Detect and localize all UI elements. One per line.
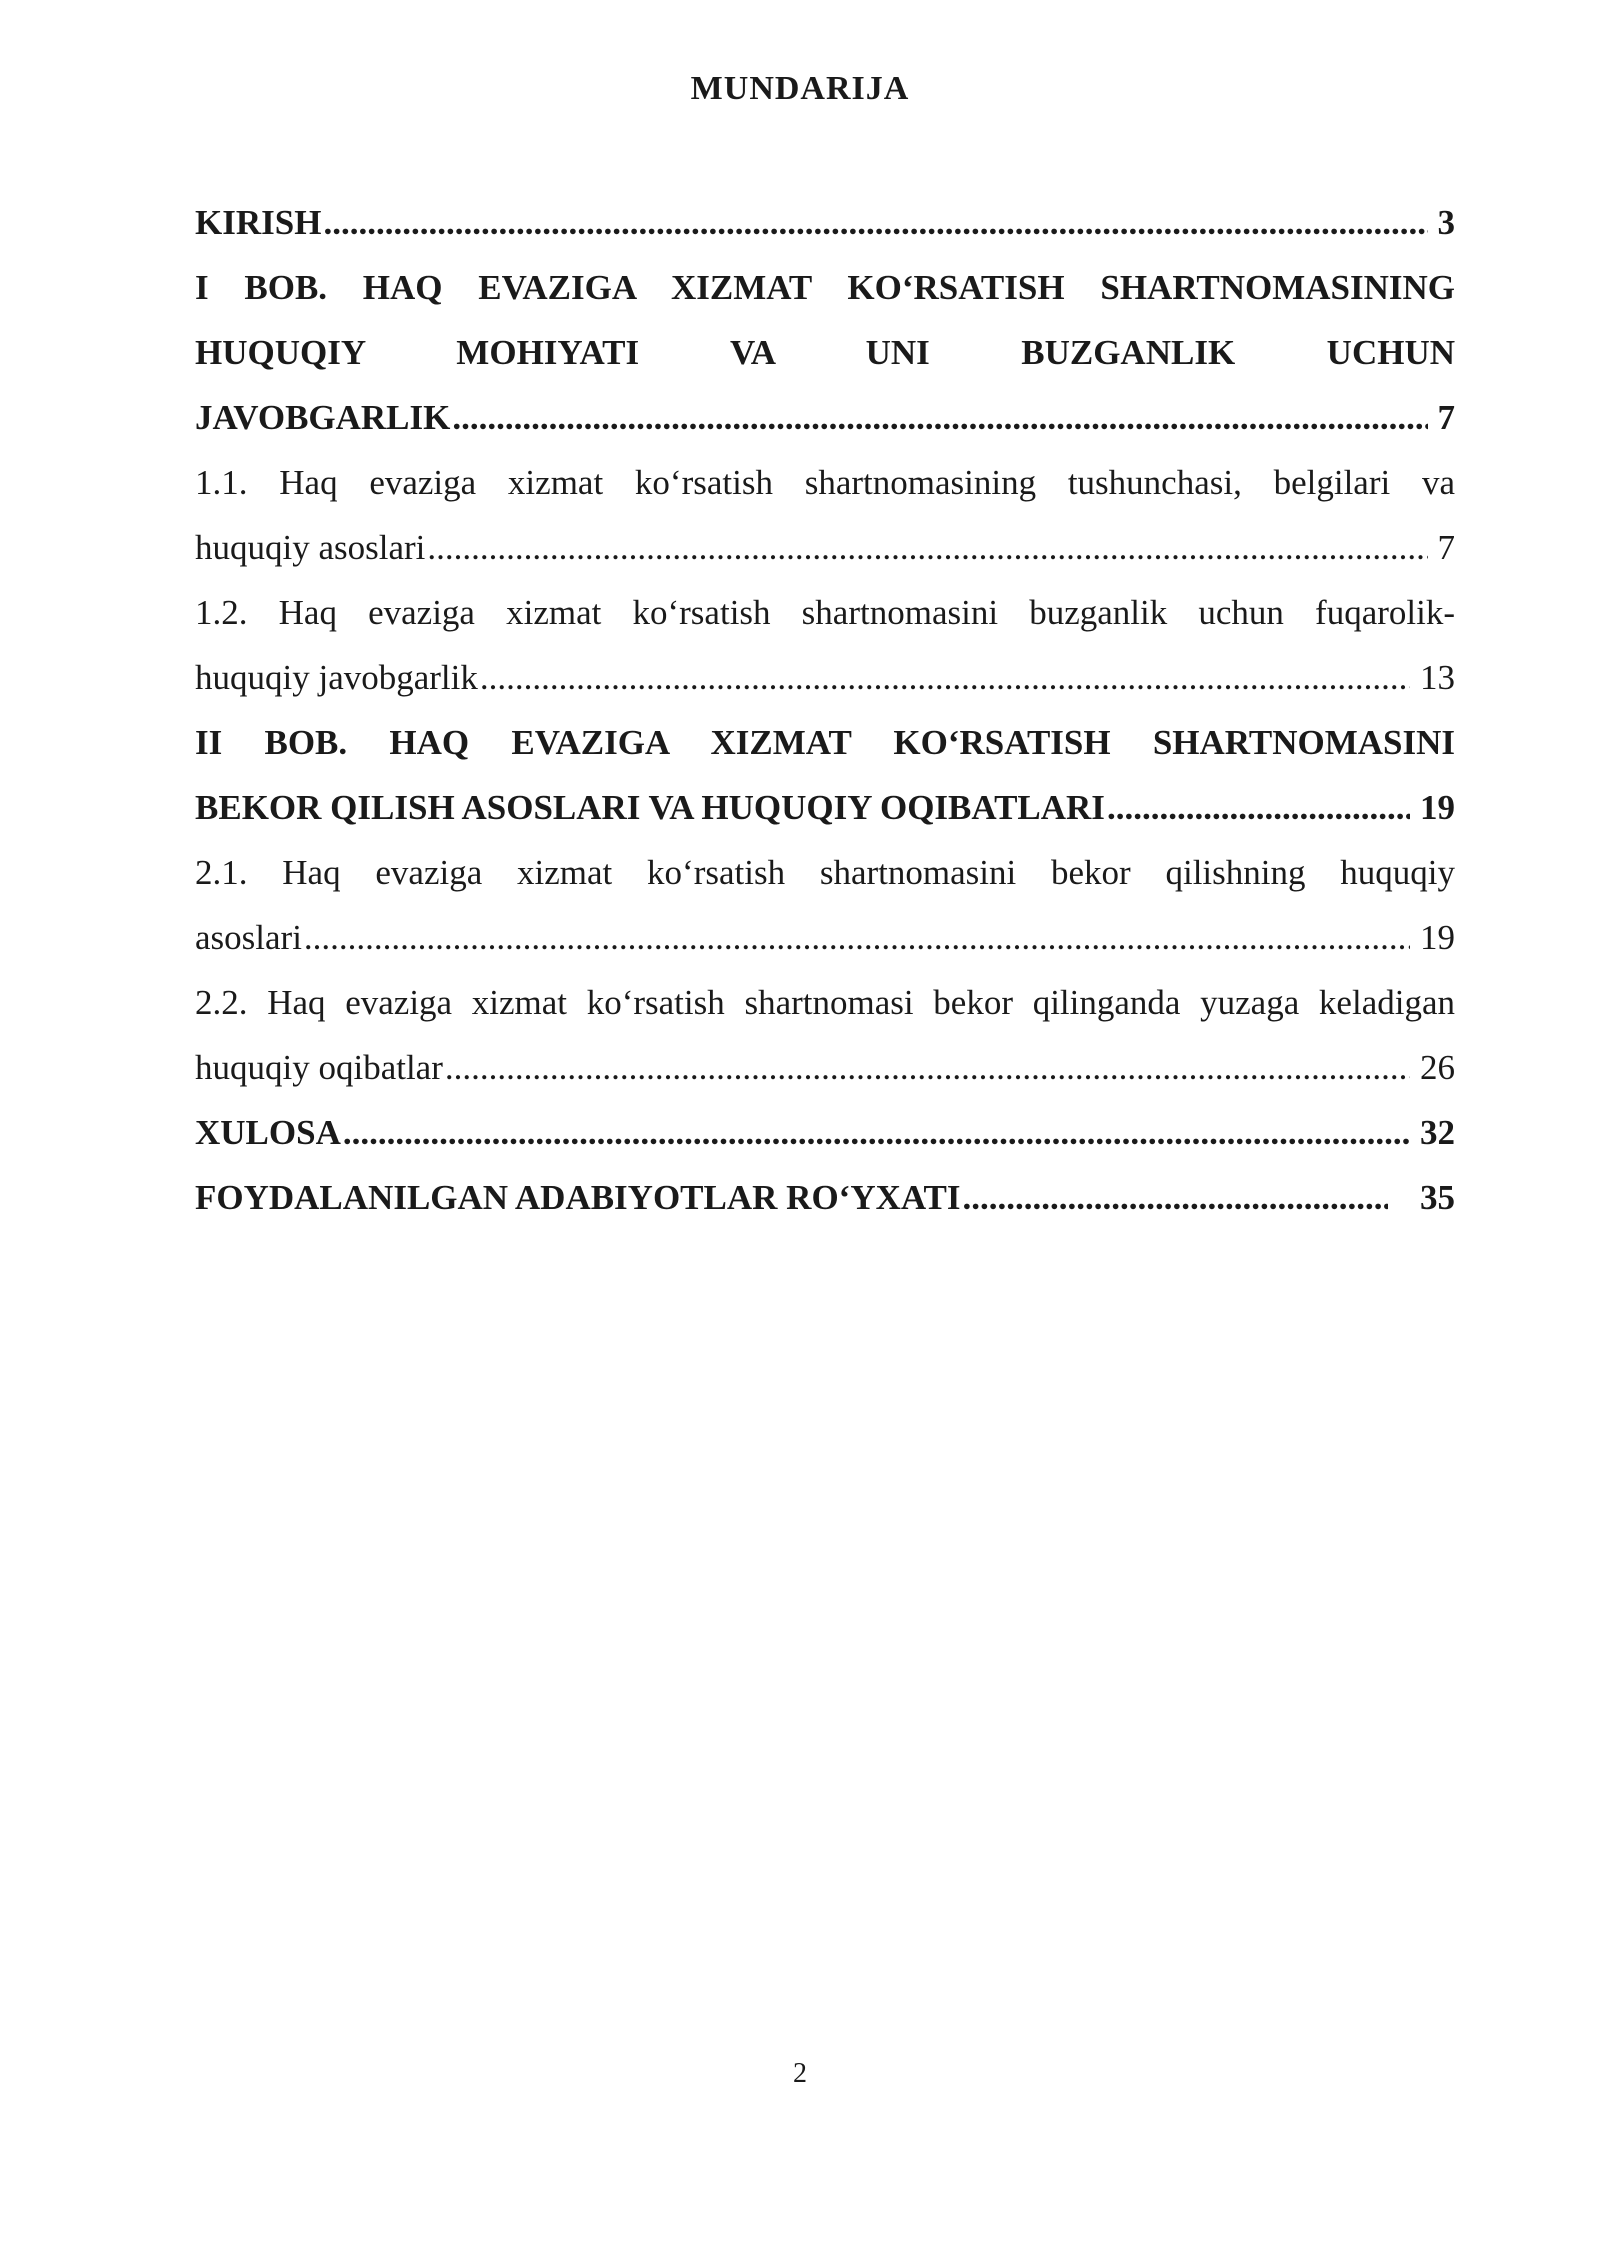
toc-entry-text: huquqiy oqibatlar bbox=[195, 1048, 443, 1087]
toc-line: 1.2. Haq evaziga xizmat ko‘rsatish shartnomasini buzganlik uchun fuqarolik- bbox=[195, 593, 1455, 632]
toc-line bbox=[195, 905, 1455, 970]
toc-entry-text: FOYDALANILGAN ADABIYOTLAR RO‘YXATI bbox=[195, 1178, 961, 1217]
toc-entry-section-2-2[interactable] bbox=[195, 970, 1455, 1100]
toc-line bbox=[195, 775, 1455, 840]
toc-page-number: 26 bbox=[1420, 1048, 1455, 1087]
dot-leader bbox=[963, 1165, 1388, 1230]
toc-line: II BOB. HAQ EVAZIGA XIZMAT KO‘RSATISH SHARTNOMASINI bbox=[195, 723, 1455, 762]
table-of-contents bbox=[195, 190, 1455, 1230]
toc-entry-text: KIRISH bbox=[195, 203, 322, 242]
toc-page-number: 7 bbox=[1437, 398, 1455, 437]
toc-line bbox=[195, 1165, 1455, 1230]
toc-entry-text: huquqiy asoslari bbox=[195, 528, 426, 567]
toc-entry-text: huquqiy javobgarlik bbox=[195, 658, 478, 697]
toc-entry-bob-2[interactable] bbox=[195, 710, 1455, 840]
toc-line: HUQUQIY MOHIYATI VA UNI BUZGANLIK UCHUN bbox=[195, 333, 1455, 372]
toc-entry-section-1-2[interactable] bbox=[195, 580, 1455, 710]
dot-leader bbox=[343, 1100, 1410, 1165]
dot-leader bbox=[480, 645, 1410, 710]
toc-page-number: 3 bbox=[1437, 203, 1455, 242]
toc-line: 2.2. Haq evaziga xizmat ko‘rsatish shartnomasi bekor qilinganda yuzaga keladigan bbox=[195, 983, 1455, 1022]
dot-leader bbox=[445, 1035, 1410, 1100]
toc-page-number: 19 bbox=[1420, 918, 1455, 957]
toc-line: I BOB. HAQ EVAZIGA XIZMAT KO‘RSATISH SHARTNOMASINING bbox=[195, 268, 1455, 307]
toc-entry-text: asoslari bbox=[195, 918, 302, 957]
dot-leader bbox=[427, 515, 1427, 580]
toc-line: 1.1. Haq evaziga xizmat ko‘rsatish shartnomasining tushunchasi, belgilari va bbox=[195, 463, 1455, 502]
dot-leader bbox=[323, 190, 1427, 255]
toc-entry-text: BEKOR QILISH ASOSLARI VA HUQUQIY OQIBATLARI bbox=[195, 788, 1105, 827]
toc-page-number: 13 bbox=[1420, 658, 1455, 697]
dot-leader bbox=[452, 385, 1427, 450]
toc-line bbox=[195, 1100, 1455, 1165]
toc-entry-section-2-1[interactable] bbox=[195, 840, 1455, 970]
toc-line bbox=[195, 1035, 1455, 1100]
toc-line: 2.1. Haq evaziga xizmat ko‘rsatish shartnomasini bekor qilishning huquqiy bbox=[195, 853, 1455, 892]
toc-page-number: 7 bbox=[1437, 528, 1455, 567]
toc-entry-kirish[interactable] bbox=[195, 190, 1455, 255]
page-number: 2 bbox=[793, 2058, 807, 2089]
toc-entry-adabiyotlar[interactable] bbox=[195, 1165, 1455, 1230]
toc-line bbox=[195, 190, 1455, 255]
dot-leader bbox=[304, 905, 1410, 970]
toc-line bbox=[195, 385, 1455, 450]
toc-page-number: 19 bbox=[1420, 788, 1455, 827]
dot-leader bbox=[1107, 775, 1410, 840]
toc-line bbox=[195, 515, 1455, 580]
toc-entry-bob-1[interactable] bbox=[195, 255, 1455, 450]
toc-entry-text: XULOSA bbox=[195, 1113, 341, 1152]
page-title: MUNDARIJA bbox=[690, 70, 910, 107]
toc-entry-xulosa[interactable] bbox=[195, 1100, 1455, 1165]
toc-entry-text: JAVOBGARLIK bbox=[195, 398, 451, 437]
toc-page-number: 35 bbox=[1420, 1178, 1455, 1217]
toc-line bbox=[195, 645, 1455, 710]
toc-page-number: 32 bbox=[1420, 1113, 1455, 1152]
toc-entry-section-1-1[interactable] bbox=[195, 450, 1455, 580]
